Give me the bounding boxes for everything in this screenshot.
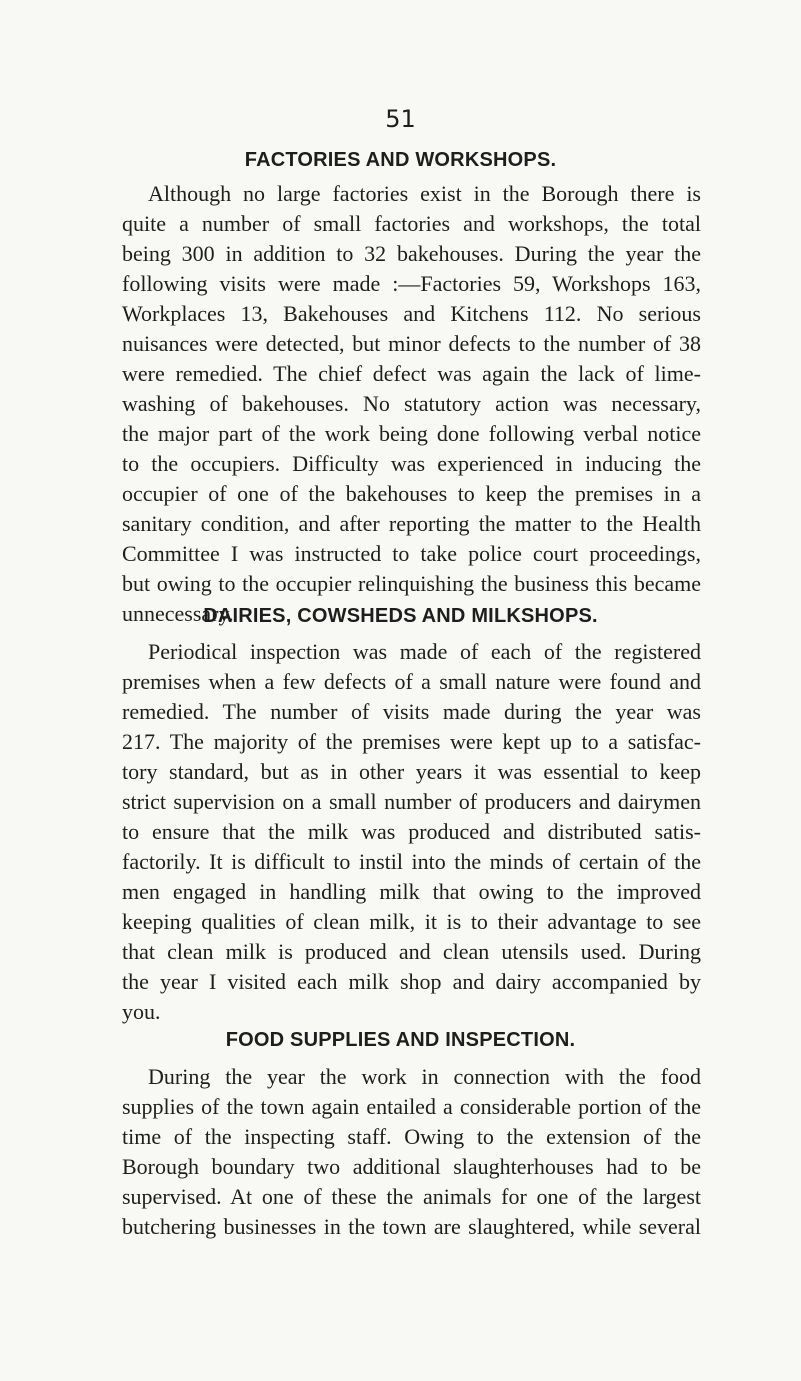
text-line: butchering businesses in the town are slaughtered, while several [122, 1214, 701, 1239]
section-heading-factories: FACTORIES AND WORKSHOPS. [244, 149, 557, 171]
text-line: were remedied. The chief defect was again the lack of lime- [122, 361, 701, 386]
text-line: nuisances were detected, but minor defects to the number of 38 [122, 331, 701, 356]
text-line: premises when a few defects of a small nature were found and [122, 669, 701, 694]
text-line: unnecessary. [122, 601, 234, 626]
text-line: being 300 in addition to 32 bakehouses. During the year the [122, 241, 701, 266]
text-line: you. [122, 999, 161, 1024]
text-line: During the year the work in connection with the food [148, 1064, 701, 1089]
text-line: the major part of the work being done following verbal notice [122, 421, 701, 446]
page-number: 51 [385, 105, 416, 133]
text-line: remedied. The number of visits made during the year was [122, 699, 701, 724]
text-line: Although no large factories exist in the Borough there is [148, 181, 701, 206]
text-line: supervised. At one of these the animals for one of the largest [122, 1184, 701, 1209]
paragraph-food-supplies [122, 1062, 701, 1242]
text-line: Workplaces 13, Bakehouses and Kitchens 112. No serious [122, 301, 701, 326]
section-heading-food-supplies: FOOD SUPPLIES AND INSPECTION. [225, 1029, 576, 1051]
text-line: factorily. It is difficult to instil into the minds of certain of the [122, 849, 701, 874]
text-line: that clean milk is produced and clean utensils used. During [122, 939, 701, 964]
paragraph-dairies [122, 637, 701, 1027]
text-line: Periodical inspection was made of each of the registered [148, 639, 701, 664]
text-line: but owing to the occupier relinquishing the business this became [122, 571, 701, 596]
text-line: strict supervision on a small number of producers and dairymen [122, 789, 701, 814]
text-line: to the occupiers. Difficulty was experienced in inducing the [122, 451, 701, 476]
text-line: sanitary condition, and after reporting the matter to the Health [122, 511, 701, 536]
text-line: 217. The majority of the premises were kept up to a satisfac- [122, 729, 701, 754]
text-line: washing of bakehouses. No statutory action was necessary, [122, 391, 701, 416]
text-line: keeping qualities of clean milk, it is to their advantage to see [122, 909, 701, 934]
text-line: Committee I was instructed to take police court proceedings, [122, 541, 701, 566]
paragraph-factories [122, 179, 701, 629]
text-line: tory standard, but as in other years it was essential to keep [122, 759, 701, 784]
text-line: men engaged in handling milk that owing to the improved [122, 879, 701, 904]
text-line: occupier of one of the bakehouses to keep the premises in a [122, 481, 701, 506]
text-line: time of the inspecting staff. Owing to the extension of the [122, 1124, 701, 1149]
text-line: quite a number of small factories and workshops, the total [122, 211, 701, 236]
text-line: Borough boundary two additional slaughterhouses had to be [122, 1154, 701, 1179]
text-line: supplies of the town again entailed a considerable portion of the [122, 1094, 701, 1119]
text-line: to ensure that the milk was produced and distributed satis- [122, 819, 701, 844]
text-line: the year I visited each milk shop and dairy accompanied by [122, 969, 701, 994]
text-line: following visits were made :—Factories 59, Workshops 163, [122, 271, 701, 296]
section-heading-dairies: DAIRIES, COWSHEDS AND MILKSHOPS. [203, 605, 598, 627]
